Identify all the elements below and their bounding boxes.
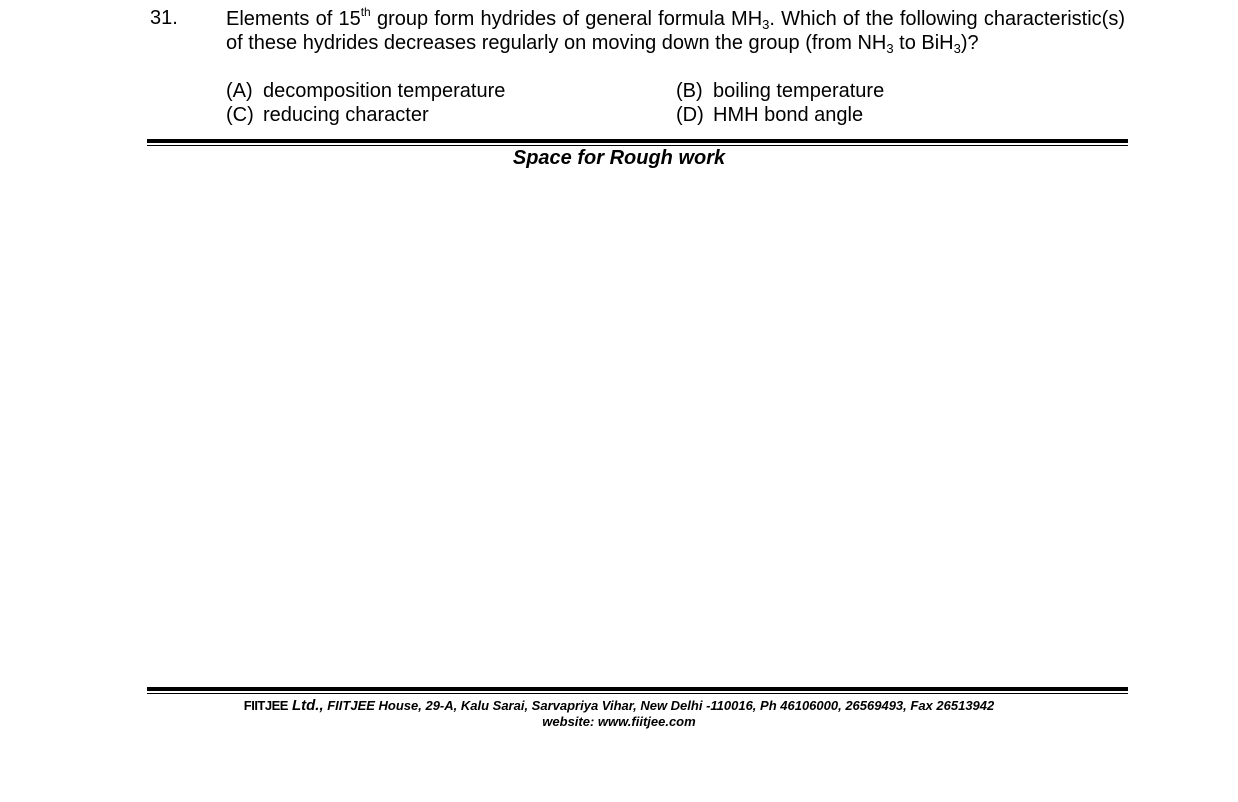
subscript-3: 3 bbox=[953, 41, 961, 56]
option-text: reducing character bbox=[263, 104, 429, 126]
footer-address: FIITJEE House, 29-A, Kalu Sarai, Sarvapriya Vihar, New Delhi -110016, Ph 46106000, 26569493, Fax 26513942 bbox=[327, 698, 995, 713]
option-text: boiling temperature bbox=[713, 80, 885, 102]
question-text-part: . Which of the following characteristic(s) of these hydrides decreases regularly on moving down the group (from NH bbox=[226, 8, 1125, 54]
brand-ltd: Ltd., bbox=[291, 697, 324, 714]
option-b bbox=[676, 79, 884, 103]
question-text-part: )? bbox=[960, 32, 979, 54]
question-text bbox=[226, 7, 1125, 55]
option-d bbox=[676, 103, 863, 127]
divider-bottom-thick bbox=[147, 687, 1128, 691]
question-text-part: group form hydrides of general formula MH bbox=[370, 8, 763, 30]
brand-logo: FIITJEE bbox=[243, 698, 288, 713]
subscript-3: 3 bbox=[886, 41, 894, 56]
divider-top-thick bbox=[147, 139, 1128, 143]
divider-bottom-thin bbox=[147, 693, 1128, 694]
option-text: decomposition temperature bbox=[263, 80, 506, 102]
question-text-part: Elements of 15 bbox=[226, 8, 361, 30]
question-number: 31. bbox=[150, 7, 178, 29]
option-label: (A) bbox=[226, 80, 253, 102]
rough-work-heading: Space for Rough work bbox=[512, 147, 726, 169]
option-a bbox=[226, 79, 505, 103]
superscript-th: th bbox=[360, 5, 371, 19]
question-text-part: to BiH bbox=[893, 32, 954, 54]
footer-website: website: www.fiitjee.com bbox=[542, 714, 696, 729]
divider-top-thin bbox=[147, 145, 1128, 146]
option-label: (B) bbox=[676, 80, 703, 102]
option-label: (D) bbox=[676, 104, 704, 126]
option-c bbox=[226, 103, 429, 127]
option-label: (C) bbox=[226, 104, 254, 126]
footer-address-line bbox=[0, 697, 1238, 714]
option-text: HMH bond angle bbox=[713, 104, 864, 126]
subscript-3: 3 bbox=[762, 17, 770, 32]
